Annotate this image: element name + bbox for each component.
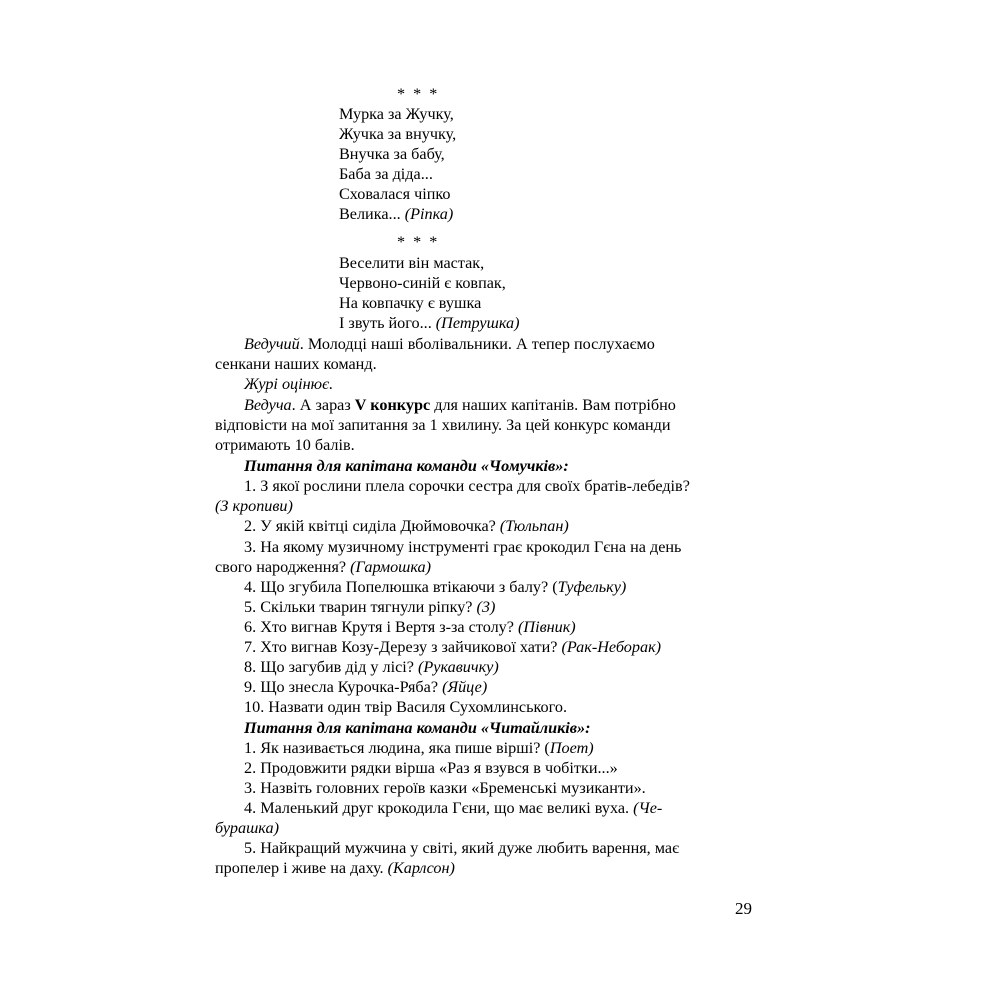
question-line: 4. Що згубила Попелюшка втікаючи з балу? (Туфельку) — [244, 578, 627, 596]
question-answer: (З кропиви) — [215, 497, 293, 515]
question-line: 9. Що знесла Курочка-Ряба? (Яйце) — [244, 678, 488, 696]
verse-line: Веселити він мастак, — [339, 254, 485, 272]
question-answer: (Тюльпан) — [499, 517, 569, 535]
verse-line: Внучка за бабу, — [339, 145, 445, 163]
question-answer: бурашка) — [215, 819, 279, 837]
question-line: 3. Назвіть головних героїв казки «Бременські музиканти». — [244, 779, 646, 797]
question-line: 5. Найкращий мужчина у світі, який дуже любить варення, має — [244, 839, 680, 857]
question-answer: (Півник) — [518, 618, 576, 636]
question-line: 8. Що загубив дід у лісі? (Рукавичку) — [244, 658, 499, 676]
question-line: 10. Назвати один твір Василя Сухомлинського. — [244, 698, 567, 716]
question-line: 2. Продовжити рядки вірша «Раз я взувся в чобітки...» — [244, 759, 618, 777]
verse-line — [339, 313, 519, 333]
page-number: 29 — [735, 899, 752, 918]
host-role: Ведучий — [244, 335, 300, 353]
question-answer: (Карлсон) — [387, 859, 455, 877]
question-answer: Поет) — [549, 739, 594, 757]
question-line: свого народження? (Гармошка) — [215, 558, 432, 576]
verse-text: І звуть його... — [339, 314, 432, 332]
verse-line: Мурка за Жучку, — [339, 105, 454, 123]
verse-line: Червоно-синій є ковпак, — [339, 274, 506, 292]
jury-note: Журі оцінює. — [244, 375, 334, 393]
hostess-role: Ведуча — [244, 396, 292, 414]
verse-line: На ковпачку є вушка — [339, 294, 482, 312]
question-answer: (Яйце) — [442, 678, 488, 696]
verse-text: Велика... — [339, 205, 401, 223]
question-answer: (Рак-Неборак) — [561, 638, 662, 656]
riddle-answer: (Петрушка) — [435, 314, 520, 332]
hostess-paragraph-line: Ведуча. А зараз V конкурс для наших капітанів. Вам потрібно — [244, 396, 676, 414]
hostess-paragraph-line: отримають 10 балів. — [215, 436, 355, 454]
question-line: 1. Як називається людина, яка пише вірші? (Поет) — [244, 739, 594, 757]
verse-line: Сховалася чіпко — [339, 185, 451, 203]
question-line: 3. На якому музичному інструменті грає крокодил Гєна на день — [244, 538, 682, 556]
team1-heading: Питання для капітана команди «Чомучків»: — [244, 457, 569, 475]
question-line: 7. Хто вигнав Козу-Дерезу з зайчикової хати? (Рак-Неборак) — [244, 638, 662, 656]
verse-line: Жучка за внучку, — [339, 125, 457, 143]
question-line: 6. Хто вигнав Крутя і Вертя з-за столу? (Півник) — [244, 618, 576, 636]
host-paragraph-line — [244, 334, 756, 354]
team2-heading: Питання для капітана команди «Читайликів»: — [244, 719, 591, 737]
question-answer: (Че- — [633, 799, 663, 817]
question-answer: (3) — [476, 598, 496, 616]
riddle-answer: (Ріпка) — [404, 205, 454, 223]
separator-stars: * * * — [397, 85, 440, 103]
host-paragraph-line: сенкани наших команд. — [215, 355, 377, 373]
question-line: 4. Маленький друг крокодила Гєни, що має великі вуха. (Че- — [244, 799, 663, 817]
question-line: 2. У якій квітці сиділа Дюймовочка? (Тюльпан) — [244, 517, 569, 535]
question-answer: (Рукавичку) — [418, 658, 499, 676]
host-text: Ведучий. Молодці наші вболівальники. А тепер послухаємо — [244, 335, 655, 353]
question-line: 5. Скільки тварин тягнули ріпку? (3) — [244, 598, 496, 616]
verse-line — [339, 204, 453, 224]
question-line: 1. З якої рослини плела сорочки сестра для своїх братів-лебедів? — [244, 477, 690, 495]
question-line: пропелер і живе на даху. (Карлсон) — [215, 859, 455, 877]
verse-line: Баба за діда... — [339, 165, 433, 183]
hostess-paragraph-line: відповісти на мої запитання за 1 хвилину. За цей конкурс команди — [215, 416, 671, 434]
question-answer: Туфельку) — [557, 578, 627, 596]
contest-number: V конкурс — [354, 396, 431, 414]
question-answer: (Гармошка) — [350, 558, 432, 576]
separator-stars: * * * — [397, 233, 440, 251]
